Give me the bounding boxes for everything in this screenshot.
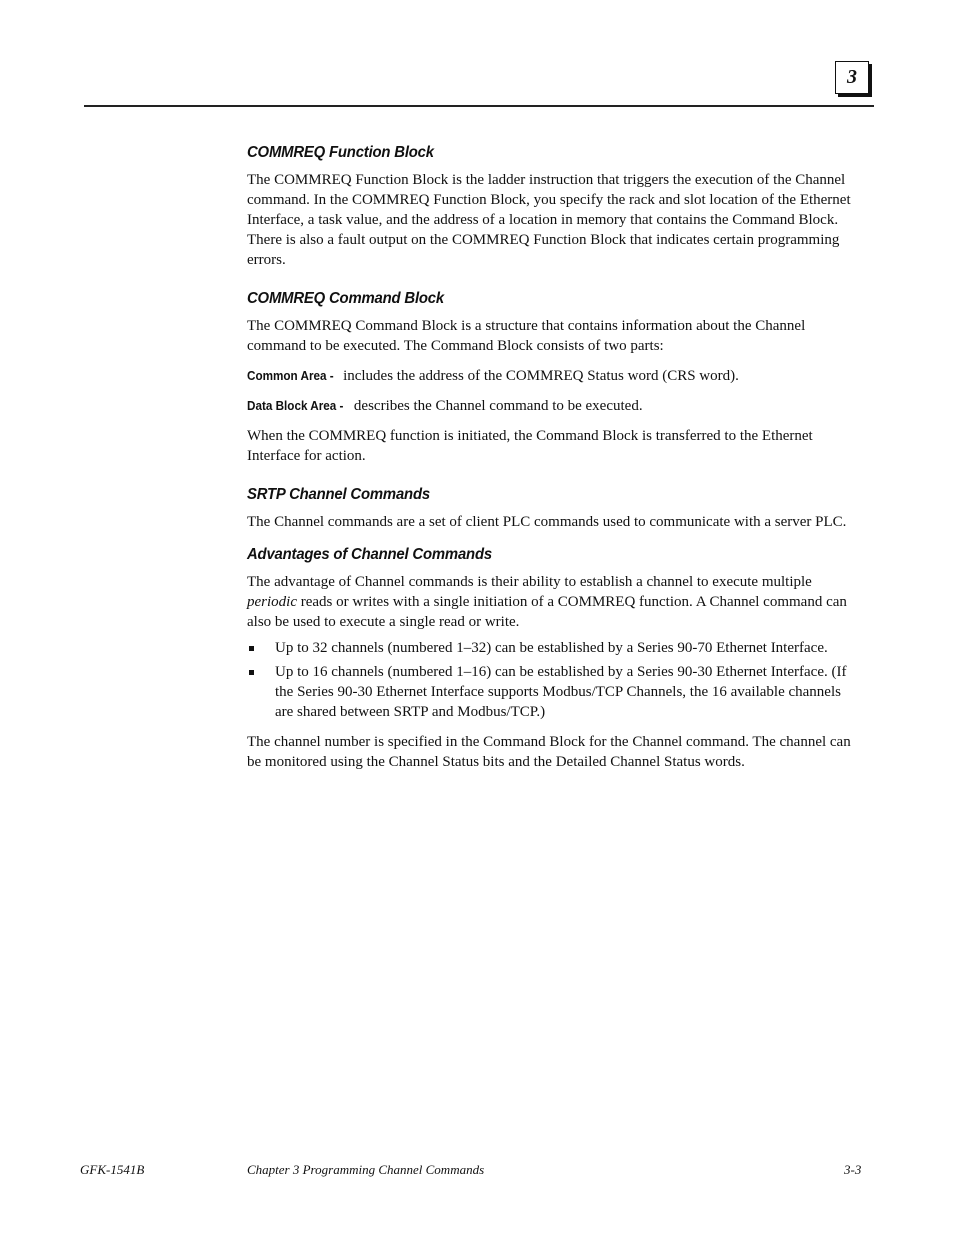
section-heading: COMMREQ Function Block <box>247 144 434 161</box>
common-area-text: includes the address of the COMMREQ Status word (CRS word). <box>339 368 739 384</box>
list-item-text: Up to 16 channels (numbered 1–16) can be established by a Series 90-30 Ethernet Interface. (If the Series 90-30 Ethernet Interface supports Modbus/TCP Channels, the 16 available channels are shared between SRTP and Modbus/TCP.) <box>275 664 847 720</box>
list-item-text: Up to 32 channels (numbered 1–32) can be established by a Series 90-70 Ethernet Interface. <box>275 640 828 656</box>
paragraph: The channel number is specified in the Command Block for the Channel command. The channel can be monitored using the Channel Status bits and the Detailed Channel Status words. <box>247 734 851 770</box>
data-block-area-text: describes the Channel command to be executed. <box>350 398 643 414</box>
list-item <box>247 662 859 722</box>
bullet-list <box>247 638 859 722</box>
emphasis-periodic: periodic <box>247 594 297 610</box>
paragraph: The COMMREQ Function Block is the ladder instruction that triggers the execution of the Channel command. In the COMMREQ Function Block, you specify the rack and slot location of the Ethernet Interface, a task value, and the address of a location in memory that contains the Command Block. There is also a fault output on the COMMREQ Function Block that indicates certain programming errors. <box>247 172 851 268</box>
paragraph: The COMMREQ Command Block is a structure that contains information about the Channel command to be executed. The Command Block consists of two parts: <box>247 318 806 354</box>
section-heading: COMMREQ Command Block <box>247 290 445 307</box>
text-run: The advantage of Channel commands is their ability to establish a channel to execute multiple <box>247 574 812 590</box>
paragraph <box>247 572 859 632</box>
paragraph: The Channel commands are a set of client PLC commands used to communicate with a server PLC. <box>247 514 847 530</box>
footer-chapter-title: Chapter 3 Programming Channel Commands <box>247 1162 485 1177</box>
common-area-label: Common Area - <box>247 368 334 383</box>
chapter-number-tab: 3 <box>835 61 869 94</box>
page-content <box>247 144 859 792</box>
section-srtp-channel-commands <box>247 486 859 532</box>
paragraph: When the COMMREQ function is initiated, the Command Block is transferred to the Ethernet Interface for action. <box>247 428 813 464</box>
data-block-area-label: Data Block Area - <box>247 398 344 413</box>
common-area-item <box>247 366 859 386</box>
footer-doc-id: GFK-1541B <box>80 1162 145 1177</box>
section-advantages <box>247 546 859 772</box>
section-heading: Advantages of Channel Commands <box>247 546 492 563</box>
bullet-square-icon <box>249 670 254 675</box>
footer-page-number: 3-3 <box>844 1162 862 1177</box>
data-block-area-item <box>247 396 859 416</box>
section-commreq-command-block <box>247 290 859 466</box>
bullet-square-icon <box>249 646 254 651</box>
header-rule <box>84 105 874 107</box>
section-heading: SRTP Channel Commands <box>247 486 430 503</box>
text-run: reads or writes with a single initiation of a COMMREQ function. A Channel command can also be used to execute a single read or write. <box>247 594 847 630</box>
section-commreq-function-block <box>247 144 859 270</box>
list-item <box>247 638 859 658</box>
